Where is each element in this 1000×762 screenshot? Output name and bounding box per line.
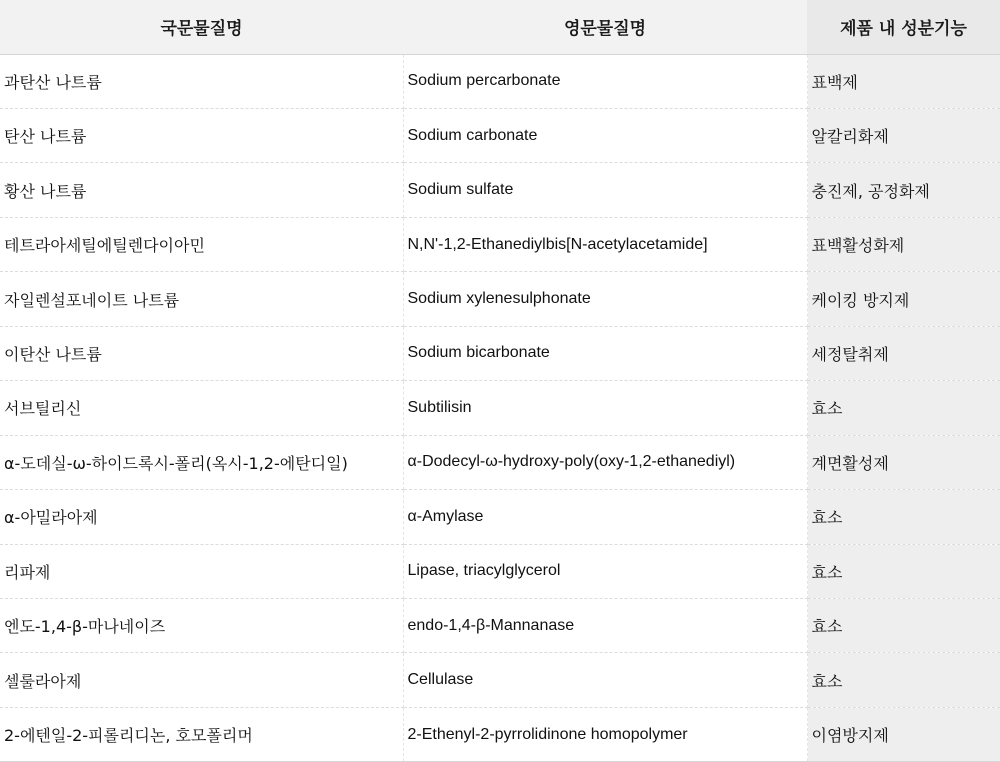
korean-name-cell: 서브틸리신 — [0, 381, 403, 435]
english-name-cell: Lipase, triacylglycerol — [403, 544, 807, 598]
function-cell: 표백활성화제 — [807, 217, 1000, 271]
korean-name-cell: 자일렌설포네이트 나트륨 — [0, 272, 403, 326]
english-name-cell: Sodium percarbonate — [403, 54, 807, 108]
korean-name-cell: 셀룰라아제 — [0, 653, 403, 707]
function-cell: 효소 — [807, 653, 1000, 707]
function-cell: 충진제, 공정화제 — [807, 163, 1000, 217]
english-name-cell: endo-1,4-β-Mannanase — [403, 599, 807, 653]
english-name-cell: 2-Ethenyl-2-pyrrolidinone homopolymer — [403, 707, 807, 761]
korean-name-cell: α-도데실-ω-하이드록시-폴리(옥시-1,2-에탄디일) — [0, 435, 403, 489]
table-row — [0, 490, 1000, 544]
english-name-cell: Cellulase — [403, 653, 807, 707]
table-row — [0, 599, 1000, 653]
korean-name-cell: 2-에텐일-2-피롤리디논, 호모폴리머 — [0, 707, 403, 761]
function-cell: 이염방지제 — [807, 707, 1000, 761]
korean-name-cell: 황산 나트륨 — [0, 163, 403, 217]
function-cell: 효소 — [807, 490, 1000, 544]
table-row — [0, 272, 1000, 326]
function-cell: 케이킹 방지제 — [807, 272, 1000, 326]
english-name-cell: Sodium sulfate — [403, 163, 807, 217]
english-name-cell: N,N'-1,2-Ethanediylbis[N-acetylacetamide] — [403, 217, 807, 271]
table-row — [0, 435, 1000, 489]
function-cell: 효소 — [807, 599, 1000, 653]
english-name-cell: Sodium bicarbonate — [403, 326, 807, 380]
table-row — [0, 381, 1000, 435]
header-row — [0, 0, 1000, 54]
header-function: 제품 내 성분기능 — [807, 0, 1000, 54]
function-cell: 세정탈취제 — [807, 326, 1000, 380]
function-cell: 표백제 — [807, 54, 1000, 108]
function-cell: 알칼리화제 — [807, 108, 1000, 162]
table-row — [0, 163, 1000, 217]
table-body — [0, 54, 1000, 762]
english-name-cell: Sodium carbonate — [403, 108, 807, 162]
korean-name-cell: 이탄산 나트륨 — [0, 326, 403, 380]
table-row — [0, 108, 1000, 162]
table-row — [0, 707, 1000, 761]
english-name-cell: Subtilisin — [403, 381, 807, 435]
korean-name-cell: 탄산 나트륨 — [0, 108, 403, 162]
korean-name-cell: α-아밀라아제 — [0, 490, 403, 544]
korean-name-cell: 엔도-1,4-β-마나네이즈 — [0, 599, 403, 653]
function-cell: 계면활성제 — [807, 435, 1000, 489]
header-english-name: 영문물질명 — [403, 0, 807, 54]
english-name-cell: α-Dodecyl-ω-hydroxy-poly(oxy-1,2-ethanediyl) — [403, 435, 807, 489]
table-row — [0, 326, 1000, 380]
function-cell: 효소 — [807, 544, 1000, 598]
korean-name-cell: 테트라아세틸에틸렌다이아민 — [0, 217, 403, 271]
function-cell: 효소 — [807, 381, 1000, 435]
korean-name-cell: 리파제 — [0, 544, 403, 598]
table-row — [0, 217, 1000, 271]
table-row — [0, 54, 1000, 108]
header-korean-name: 국문물질명 — [0, 0, 403, 54]
korean-name-cell: 과탄산 나트륨 — [0, 54, 403, 108]
table-row — [0, 653, 1000, 707]
english-name-cell: Sodium xylenesulphonate — [403, 272, 807, 326]
english-name-cell: α-Amylase — [403, 490, 807, 544]
table-header — [0, 0, 1000, 54]
table-row — [0, 544, 1000, 598]
